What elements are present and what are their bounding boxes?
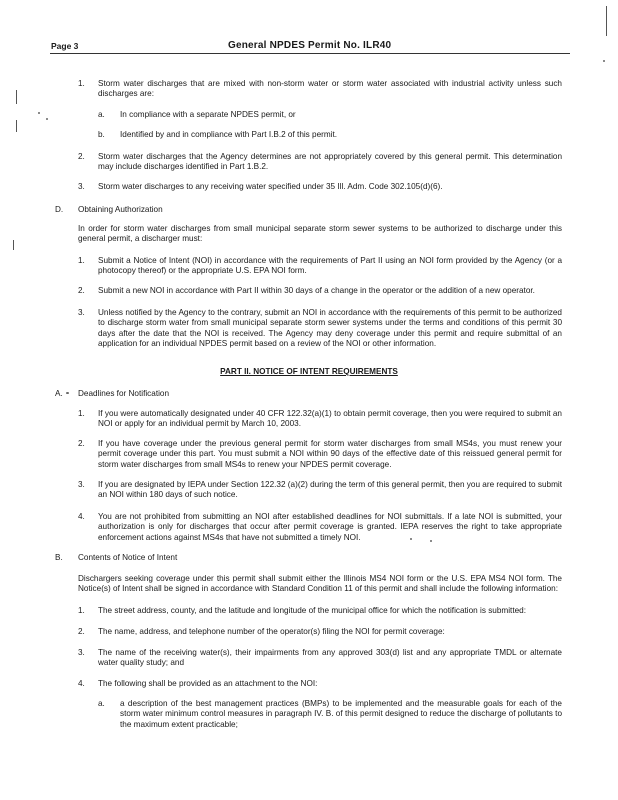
list-number: 2. <box>78 286 85 295</box>
list-item-text: If you have coverage under the previous general permit for storm water discharges from small MS4s, you must renew your permit coverage under this part. You must submit a NOI within 90 days of the effective date of this reissued general permit for storm water discharges from small MS4s to renew your NPDES permit coverage. <box>98 439 562 469</box>
list-number: 2. <box>78 439 85 448</box>
header-rule <box>50 53 570 54</box>
part-title: PART II. NOTICE OF INTENT REQUIREMENTS <box>220 367 398 376</box>
section-letter: B. <box>55 553 63 562</box>
list-letter: b. <box>98 130 105 139</box>
list-item-text: Submit a Notice of Intent (NOI) in accordance with the requirements of Part II using an NOI form provided by the Agency (or a photocopy thereof) or the appropriate U.S. EPA NOI form. <box>98 256 562 276</box>
section-intro: In order for storm water discharges from small municipal separate storm sewer systems to be authorized to discharge under this general permit, a discharger must: <box>78 224 562 244</box>
scan-speck <box>38 112 40 114</box>
list-number: 1. <box>78 409 85 418</box>
section-letter: A. <box>55 389 63 398</box>
list-item-text: The following shall be provided as an attachment to the NOI: <box>98 679 318 688</box>
section-heading: Deadlines for Notification <box>78 389 170 398</box>
list-number: 3. <box>78 480 85 489</box>
list-number: 4. <box>78 512 85 521</box>
scan-mark <box>16 90 17 104</box>
page-number: Page 3 <box>51 41 79 51</box>
scan-speck <box>66 392 69 394</box>
list-number: 2. <box>78 627 85 636</box>
list-number: 1. <box>78 606 85 615</box>
list-item-text: Storm water discharges that the Agency determines are not appropriately covered by this general permit. This determination may include discharges identified in Part 1.B.2. <box>98 152 562 172</box>
list-letter: a. <box>98 110 105 119</box>
list-letter: a. <box>98 699 105 708</box>
permit-title: General NPDES Permit No. ILR40 <box>228 40 392 51</box>
list-item-text: In compliance with a separate NPDES permit, or <box>120 110 296 119</box>
scan-mark <box>13 240 14 250</box>
scan-speck <box>603 60 605 62</box>
section-intro: Dischargers seeking coverage under this permit shall submit either the Illinois MS4 NOI form or the U.S. EPA MS4 NOI form. The Notice(s) of Intent shall be signed in accordance with Standard Condition 11 of this permit and shall include the following information: <box>78 574 562 594</box>
list-item-text: If you are designated by IEPA under Section 122.32 (a)(2) during the term of this general permit, then you are required to submit an NOI within 180 days of such notice. <box>98 480 562 500</box>
list-item-text: You are not prohibited from submitting an NOI after established deadlines for NOI submittals. If a late NOI is submitted, your authorization is only for discharges that occur after permit coverage is granted. IEPA reserves the right to take appropriate enforcement actions against MS4s that have not submitted a timely NOI. <box>98 512 562 542</box>
section-heading: Obtaining Authorization <box>78 205 163 214</box>
list-number: 1. <box>78 256 85 265</box>
list-item-text: The street address, county, and the latitude and longitude of the municipal office for which the notification is submitted: <box>98 606 526 615</box>
list-item-text: Storm water discharges to any receiving water specified under 35 Ill. Adm. Code 302.105(d)(6). <box>98 182 443 191</box>
section-letter: D. <box>55 205 64 214</box>
list-item-text: If you were automatically designated under 40 CFR 122.32(a)(1) to obtain permit coverage, then you were required to submit an NOI or apply for an individual permit by March 10, 2003. <box>98 409 562 429</box>
list-number: 3. <box>78 182 85 191</box>
list-number: 4. <box>78 679 85 688</box>
scan-mark <box>606 6 607 36</box>
list-number: 1. <box>78 79 85 88</box>
list-number: 2. <box>78 152 85 161</box>
list-item-text: The name, address, and telephone number of the operator(s) filing the NOI for permit coverage: <box>98 627 445 636</box>
scan-speck <box>430 540 432 542</box>
list-item-text: Identified by and in compliance with Part I.B.2 of this permit. <box>120 130 338 139</box>
list-number: 3. <box>78 648 85 657</box>
list-item-text: Storm water discharges that are mixed with non-storm water or storm water associated with industrial activity unless such discharges are: <box>98 79 562 99</box>
scan-mark <box>16 120 17 132</box>
list-number: 3. <box>78 308 85 317</box>
scan-speck <box>410 538 412 540</box>
list-item-text: The name of the receiving water(s), their impairments from any approved 303(d) list and any appropriate TMDL or alternate water quality study; and <box>98 648 562 668</box>
list-item-text: a description of the best management practices (BMPs) to be implemented and the measurable goals for each of the storm water minimum control measures in paragraph IV. B. of this permit designed to reduce the discharge of pollutants to the maximum extent practicable; <box>120 699 562 729</box>
section-heading: Contents of Notice of Intent <box>78 553 178 562</box>
scan-speck <box>46 118 48 120</box>
list-item-text: Submit a new NOI in accordance with Part II within 30 days of a change in the operator or the addition of a new operator. <box>98 286 535 295</box>
list-item-text: Unless notified by the Agency to the contrary, submit an NOI in accordance with the requirements of this permit to be authorized to discharge storm water from small municipal separate storm sewer systems under the terms and conditions of this permit 30 days after the date that the NOI is received. The Agency may deny coverage under this permit and require submittal of an application for an individual NPDES permit based on a review of the NOI or other information. <box>98 308 562 348</box>
